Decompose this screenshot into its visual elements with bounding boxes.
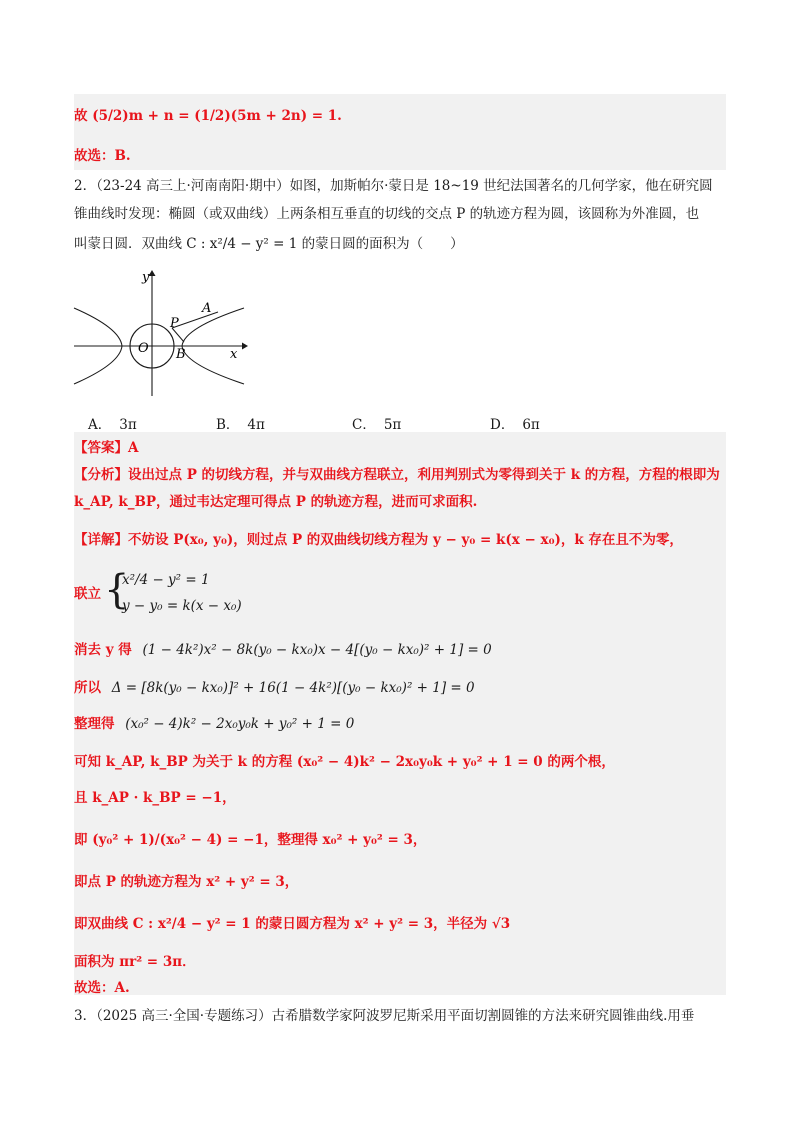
- option-c: C． 5π: [352, 417, 402, 433]
- system-eq2: y − y₀ = k(x − x₀): [122, 598, 242, 614]
- choose-line: 故选：A.: [74, 980, 130, 996]
- monge-line: 即双曲线 C : x²/4 − y² = 1 的蒙日圆方程为 x² + y² = 3，半径为 √3: [74, 916, 511, 932]
- option-d: D． 6π: [490, 417, 540, 433]
- ie-line: 即 (y₀² + 1)/(x₀² − 4) = −1，整理得 x₀² + y₀² = 3，: [74, 832, 427, 848]
- so-line: [74, 678, 726, 698]
- option-b-value: 4π: [247, 417, 265, 433]
- option-c-value: 5π: [383, 417, 402, 433]
- system-label: 联立: [74, 586, 101, 602]
- analysis-text: 【分析】设出过点 P 的切线方程，并与双曲线方程联立，利用判别式为零得到关于 k 的方程，方程的根即为 k_AP, k_BP，通过韦达定理可得点 P 的轨迹方程，进而可求面积.: [74, 467, 720, 510]
- system-eq1: x²/4 − y² = 1: [122, 572, 210, 588]
- option-a-value: 3π: [119, 417, 137, 433]
- question-text-1: （23-24 高三上·河南南阳·期中）如图，加斯帕尔·蒙日是 18~19 世纪法国著名的几何学家，他在研究圆: [96, 178, 713, 194]
- label-P: P: [170, 316, 179, 331]
- option-a: A． 3π: [88, 417, 137, 433]
- answer-line: 【答案】A: [74, 440, 139, 456]
- org-label: 整理得: [74, 716, 115, 732]
- label-B: B: [176, 347, 186, 362]
- locus-line: 即点 P 的轨迹方程为 x² + y² = 3，: [74, 874, 299, 890]
- elim-label: 消去 y 得: [74, 642, 132, 658]
- next-question-number: 3．: [74, 1008, 97, 1024]
- and-line: 且 k_AP · k_BP = −1，: [74, 790, 236, 806]
- label-y: y: [142, 270, 150, 285]
- prev-choose-line: 故选：B.: [74, 148, 131, 164]
- label-x: x: [230, 347, 238, 362]
- y-axis-arrow-icon: [149, 270, 156, 276]
- hyperbola-figure: [72, 268, 248, 398]
- system-brace: {: [104, 567, 130, 613]
- area-line: 面积为 πr² = 3π．: [74, 954, 196, 970]
- question-number: 2．: [74, 178, 97, 194]
- question-line-1: [74, 176, 726, 196]
- option-d-value: 6π: [522, 417, 540, 433]
- org-eq: (x₀² − 4)k² − 2x₀y₀k + y₀² + 1 = 0: [125, 716, 355, 732]
- next-question-line: [74, 1006, 726, 1026]
- so-eq: Δ = [8k(y₀ − kx₀)]² + 16(1 − 4k²)[(y₀ − kx₀)² + 1] = 0: [111, 680, 475, 696]
- x-axis-arrow-icon: [242, 343, 248, 350]
- label-O: O: [138, 341, 149, 356]
- detail-line-1: 【详解】不妨设 P(x₀, y₀)，则过点 P 的双曲线切线方程为 y − y₀ = k(x − x₀)，k 存在且不为零，: [74, 532, 683, 548]
- label-A: A: [202, 301, 212, 316]
- question-line-2: 锥曲线时发现：椭圆（或双曲线）上两条相互垂直的切线的交点 P 的轨迹方程为圆，该圆称为外准圆，也: [74, 206, 700, 222]
- next-question-text: （2025 高三·全国·专题练习）古希腊数学家阿波罗尼斯采用平面切割圆锥的方法来研究圆锥曲线.用垂: [96, 1008, 695, 1024]
- so-label: 所以: [74, 680, 101, 696]
- org-line: [74, 714, 726, 734]
- elim-line: [74, 640, 726, 660]
- option-b: B． 4π: [216, 417, 265, 433]
- know-line: 可知 k_AP, k_BP 为关于 k 的方程 (x₀² − 4)k² − 2x₀y₀k + y₀² + 1 = 0 的两个根，: [74, 754, 615, 770]
- prev-result-line: 故 (5/2)m + n = (1/2)(5m + 2n) = 1.: [74, 108, 342, 124]
- question-line-3: 叫蒙日圆．双曲线 C : x²/4 − y² = 1 的蒙日圆的面积为（ ）: [74, 236, 464, 252]
- system-line: [74, 568, 726, 620]
- elim-eq: (1 − 4k²)x² − 8k(y₀ − kx₀)x − 4[(y₀ − kx₀)² + 1] = 0: [142, 642, 492, 658]
